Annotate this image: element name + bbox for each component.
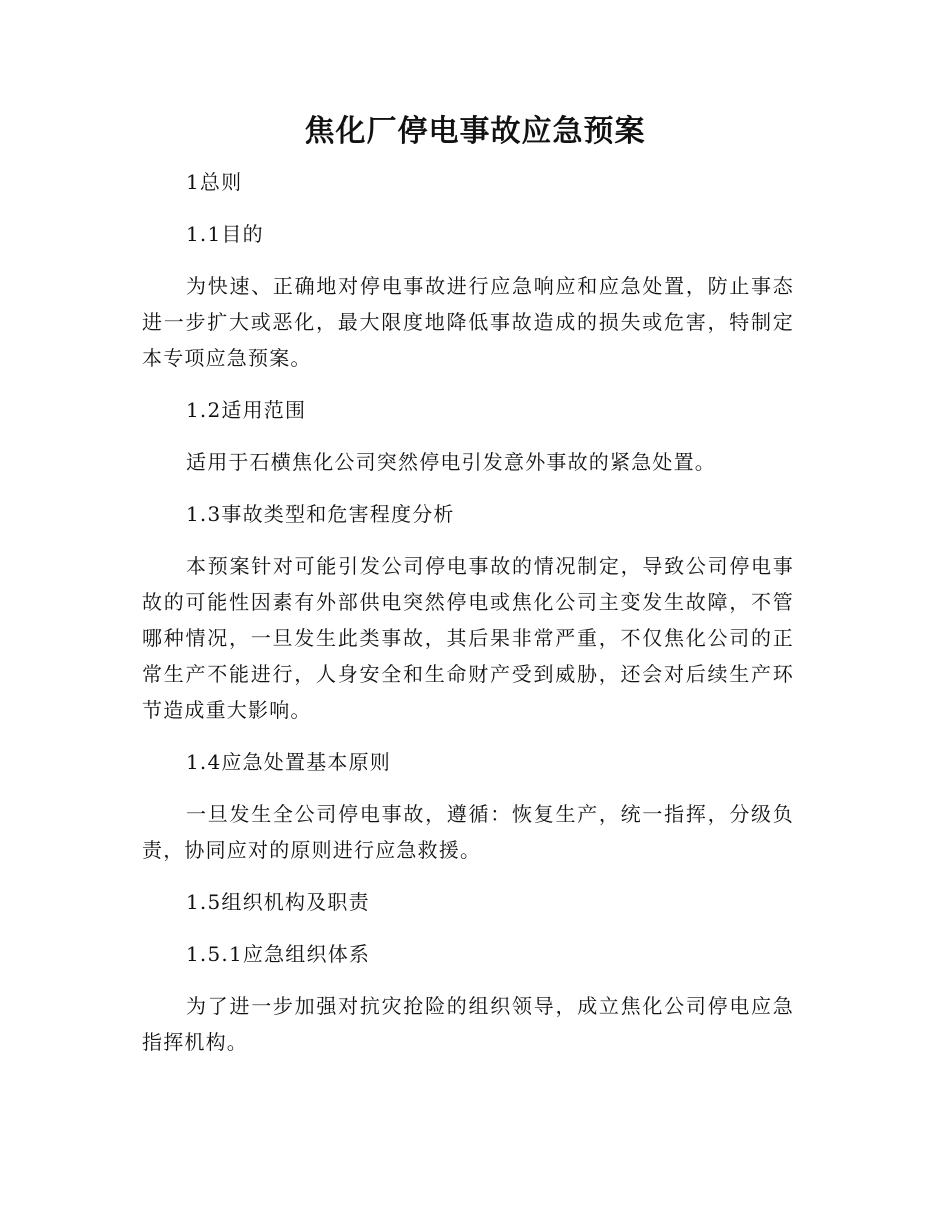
section-heading: 1总则 [186,170,243,194]
document-body [142,164,794,1060]
section-heading: 1.4应急处置基本原则 [186,750,392,774]
document-title: 焦化厂停电事故应急预案 [304,114,646,149]
section-heading: 1.1目的 [186,222,264,246]
body-paragraph: 为了进一步加强对抗灾抢险的组织领导，成立焦化公司停电应急指挥机构。 [142,994,794,1054]
subsection-heading: 1.5.1应急组织体系 [186,942,371,966]
body-paragraph: 为快速、正确地对停电事故进行应急响应和应急处置，防止事态进一步扩大或恶化，最大限度地降低事故造成的损失或危害，特制定本专项应急预案。 [142,274,794,370]
body-paragraph: 一旦发生全公司停电事故，遵循：恢复生产，统一指挥，分级负责，协同应对的原则进行应急救援。 [142,802,794,862]
body-paragraph: 适用于石横焦化公司突然停电引发意外事故的紧急处置。 [186,450,716,474]
section-heading: 1.5组织机构及职责 [186,890,370,914]
section-heading: 1.3事故类型和危害程度分析 [186,502,455,526]
body-paragraph: 本预案针对可能引发公司停电事故的情况制定，导致公司停电事故的可能性因素有外部供电突然停电或焦化公司主变发生故障，不管哪种情况，一旦发生此类事故，其后果非常严重，不仅焦化公司的正常生产不能进行，人身安全和生命财产受到威胁，还会对后续生产环节造成重大影响。 [142,554,794,722]
section-heading: 1.2适用范围 [186,398,307,422]
